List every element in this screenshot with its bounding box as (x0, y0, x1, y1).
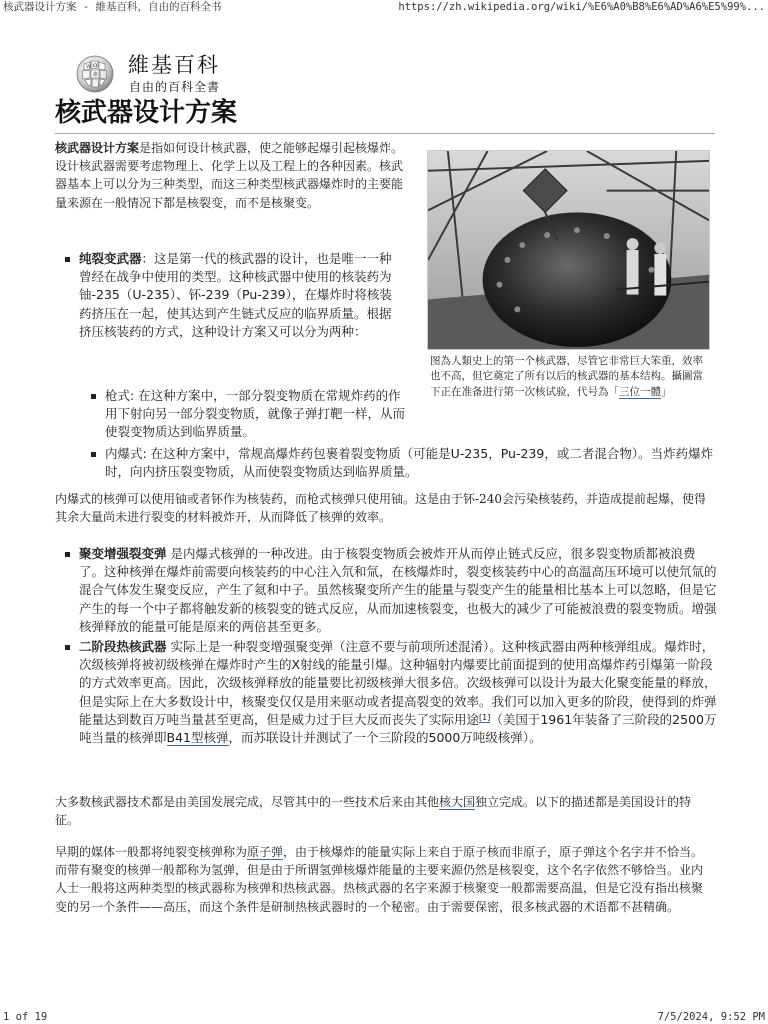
gun-text: 枪式: 在这种方案中，一部分裂变物质在常规炸药的作用下射向另一部分裂变物质，就像子弹打靶一样，从而使裂变物质达到临界质量。 (105, 388, 406, 440)
para-implosion: 内爆式的核弹可以使用铀或者钚作为核装药，而枪式核弹只使用铀。这是由于钚-240会污染核装药，并造成提前起爆，使得其余大量尚未进行裂变的材料被炸开，从而降低了核弹的效率。 (55, 492, 706, 525)
thermonuclear-text-end: ，而苏联设计并测试了一个三阶段的5000万吨级核弹）。 (228, 730, 542, 746)
trinity-link[interactable]: 三位一體 (619, 385, 661, 398)
print-timestamp: 7/5/2024, 9:52 PM (657, 1011, 765, 1023)
para-media (55, 843, 713, 916)
intro-paragraph (55, 139, 407, 212)
svg-text:W: W (86, 64, 92, 70)
list-item (62, 638, 717, 747)
page-title: 核武器设计方案 (55, 96, 715, 134)
para-media-text-after: ，由于核爆炸的能量实际上来自于原子核而非原子，原子弹这个名字并不恰当。而带有聚变的核弹一般都称为氢弹，但是由于所谓氢弹核爆炸能量的主要来源仍然是核裂变，这个名字依然不够恰当。业内人士一般将这两种类型的核武器称为核弹和热核武器。热核武器的名字来源于核聚变一般都需要高温，但是它没有指出核聚变的另一个条件——高压，而这个条件是研制热核武器时的一个秘密。由于需要保密，很多核武器的术语都不甚精确。 (55, 845, 704, 914)
bullet-icon (91, 452, 96, 457)
print-footer (0, 1008, 768, 1024)
print-header (0, 0, 768, 16)
site-logo[interactable] (74, 52, 294, 96)
para-usa (55, 793, 713, 829)
figure-caption (430, 354, 708, 400)
thermonuclear-text: 实际上是一种裂变增强聚变弹（注意不要与前项所述混淆）。这种核武器由两种核弹组成。爆炸时，次级核弹将被初级核弹在爆炸时产生的X射线的能量引爆。这种辐射内爆要比前面提到的使用高爆炸药引爆第一阶段的方式效率更高。因此，次级核弹释放的能量要比初级核弹大很多倍。次级核弹可以设计为最大化聚变能量的释放，但是实际上在大多数设计中，核聚变仅仅是用来驱动或者提高裂变的效率。我们可以加入更多的阶段，使得到的炸弹能量达到数百万吨当量甚至更高，但是威力过于巨大反而丧失了实际用途 (79, 639, 717, 727)
site-tagline: 自由的百科全書 (129, 80, 221, 94)
bullet-icon (65, 645, 70, 650)
implosion-text: 内爆式: 在这种方案中，常规高爆炸药包裹着裂变物质（可能是U-235，Pu-239，或二者混合物）。当炸药爆炸时，向内挤压裂变物质，从而使裂变物质达到临界质量。 (105, 446, 714, 480)
trinity-device-photo[interactable] (427, 150, 710, 350)
atomic-bomb-link[interactable]: 原子弹 (247, 845, 284, 859)
site-wordmark: 維基百科 (128, 53, 220, 77)
para-media-text: 早期的媒体一般都将纯裂变核弹称为 (55, 845, 248, 859)
bullet-icon (65, 257, 70, 262)
list-item-implosion (91, 445, 719, 481)
advanced-list (62, 545, 717, 747)
caption-end: 」 (661, 385, 672, 398)
list-item (62, 545, 717, 636)
nuclear-powers-link[interactable]: 核大国 (439, 795, 476, 809)
list-item-gun (91, 387, 409, 442)
boosted-term: 聚变增强裂变弹 (79, 546, 167, 561)
boosted-text: 是内爆式核弹的一种改进。由于核裂变物质会被炸开从而停止链式反应，很多裂变物质都被浪费了。这种核弹在爆炸前需要向核装药的中心注入氘和氚，在核爆炸时，裂变核装药中心的高温高压环境可以使氘氚的混合气体发生聚变反应，产生了氦和中子。虽然核聚变所产生的能量与裂变产生的能量相比基本上可以忽略，但是它产生的每一个中子都将触发新的核裂变的链式反应，从而加速核裂变，也极大的减少了可能被浪费的裂变物质。增强核弹释放的能量可能是原来的两倍甚至更多。 (79, 546, 717, 634)
thermonuclear-text-after: （美国于1961年装备了三阶段的2500万吨当量的核弹即 (79, 711, 717, 746)
para-usa-text: 大多数核武器技术都是由美国发展完成，尽管其中的一些技术后来由其他 (55, 795, 440, 809)
figure (427, 150, 710, 400)
para-usa-text-after: 独立完成。以下的描述都是美国设计的特征。 (55, 795, 692, 828)
intro-text: 是指如何设计核武器，使之能够起爆引起核爆炸。设计核武器需要考虑物理上、化学上以及工程上的各种因素。核武器基本上可以分为三种类型，而这三种类型核武器爆炸时的主要能量来源在一般情况下都是核裂变，而不是核聚变。 (55, 141, 404, 210)
caption-text: 图為人類史上的第一个核武器，尽管它非常巨大笨重，效率也不高，但它奠定了所有以后的核武器的基本结构。攝圖當下正在准备进行第一次核试验，代号為「 (430, 355, 703, 398)
list-item (62, 250, 402, 341)
wikipedia-globe-icon (74, 52, 116, 94)
print-header-url: https://zh.wikipedia.org/wiki/%E6%A0%B8%E6%AD%A6%E5%99%... (398, 1, 765, 13)
page-counter: 1 of 19 (3, 1011, 48, 1023)
fission-list (62, 250, 402, 341)
b41-link[interactable]: B41型核弹 (166, 730, 229, 746)
print-header-title: 核武器设计方案 - 維基百科，自由的百科全书 (3, 1, 222, 13)
reference-link[interactable]: [1] (479, 712, 491, 722)
intro-bold-term: 核武器设计方案 (55, 141, 140, 155)
svg-text:Ω: Ω (93, 63, 98, 69)
thermonuclear-term: 二阶段热核武器 (79, 639, 167, 655)
bullet-icon (91, 394, 96, 399)
fission-term: 纯裂变武器 (79, 251, 142, 266)
fission-text: ：这是第一代的核武器的设计，也是唯一一种曾经在战争中使用的类型。这种核武器中使用的核装药为铀-235（U-235）、钚-239（Pu-239），在爆炸时将核装药挤压在一起，使其达到产生链式反应的临界质量。根据挤压核装药的方式，这种设计方案又可以分为两种： (79, 251, 392, 339)
svg-text:維: 維 (93, 72, 99, 78)
bullet-icon (65, 552, 70, 557)
